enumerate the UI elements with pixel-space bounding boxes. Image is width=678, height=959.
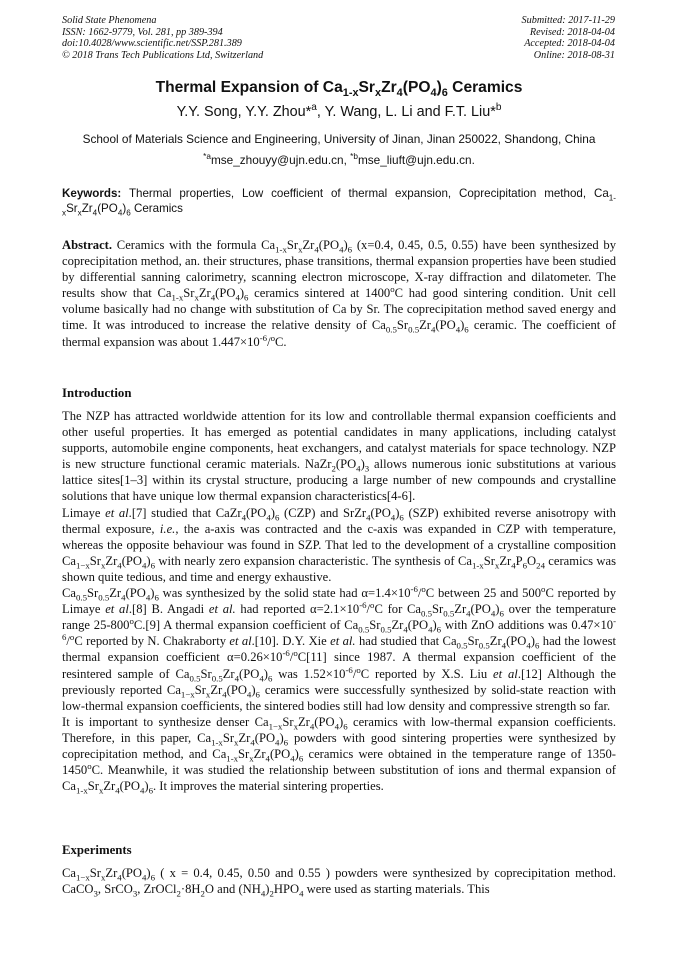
affiliation: School of Materials Science and Engineering, University of Jinan, Jinan 250022, Shandong, China — [82, 132, 596, 146]
dates-info — [522, 15, 615, 61]
abstract-label: Abstract. — [62, 238, 113, 252]
heading-introduction: Introduction — [62, 386, 132, 400]
online-date: Online: 2018-08-31 — [533, 49, 615, 61]
accepted-date: Accepted: 2018-04-04 — [524, 38, 615, 50]
heading-experiments: Experiments — [62, 843, 132, 857]
abstract: Abstract. Ceramics with the formula $Ca_{1-x}Sr_xZr_4(PO_4)_6$ (x=0.4, 0.45, 0.5, 0.55) have been synthesized by coprecipitation method, an. their structures, phase transitions, thermal expansion properties have been studied by differential sanning calorimetry, scanning electron microscope, X-ray diffraction and dilatometer. The results show that $Ca_{1-x}Sr_xZr_4(PO_4)_6$ ceramics sintered at 1400$^o$C had good sintering condition. Unit cell volume basically had no change with substitution of Ca by Sr. The coprecipitation method saved energy and time. It was introduced to increase the relative density of $Ca_{0.5}Sr_{0.5}Zr_4(PO_4)_6$ ceramic. The coefficient of thermal expansion was about $1.447\times 10^{-6}/^oC$. — [62, 238, 617, 349]
keywords: Keywords: Thermal properties, Low coefficient of thermal expansion, Coprecipitation method, $Ca_{1-x}Sr_xZr_4(PO_4)_6$ Ceramics — [62, 187, 616, 218]
journal-info — [62, 15, 263, 61]
journal-issn: ISSN: 1662-9779, Vol. 281, pp 389-394 — [62, 26, 223, 38]
introduction-body: The NZP has attracted worldwide attention for its low and controllable thermal expansion coefficients and other useful properties. It has emerged as potential candidates in many applications, including catalyst supports, automobile engine components, heat exchangers, and catalyst materials for space technology. NZP is new structure functional ceramic materials. $NaZr_2(PO_4)_3$ allows numerous ionic substitutions at various lattice sites[1–3] within its crystal structure, producing a large number of new compounds and crystalline solutions that have unique low thermal expansion characteristics[4-6]. Limaye et al.[7] studied that $CaZr_4(PO_4)_6$ (CZP) and $SrZr_4(PO_4)_6$ (SZP) exhibited reverse anisotropy with thermal exposure, i.e., the a-axis was contracted and the c-axis was expanded in CZP with temperature, whereas the opposite behaviour was found in SZP. That led to the development of a crystalline composition $Ca_{1-x}Sr_xZr_4(PO_4)_6$ with nearly zero expansion characteristic. The synthesis of $Ca_{1-x}Sr_xZr_4P_6O_{24}$ ceramics was shown quite tedious, and time and energy exhaustive. $Ca_{0.5}Sr_{0.5}Zr_4(PO_4)_6$ was synthesized by the solid state had $\alpha=1.4\times 10^{-6}/^oC$ between 25 and 500$^o$C reported by Limaye et al.[8] B. Angadi et al. had reported $\alpha=2.1\times 10^{-6}/^oC$ for $Ca_{0.5}Sr_{0.5}Zr_4(PO_4)_6$ over the temperature range 25-800$^o$C.[9] A thermal expansion coefficient of $Ca_{0.5}Sr_{0.5}Zr_4(PO_4)_6$ with ZnO additions was $0.47\times 10^{-6}/^oC$ reported by N. Chakraborty et al.[10]. D.Y. Xie et al. had studied that $Ca_{0.5}Sr_{0.5}Zr_4(PO_4)_6$ had the lowest thermal expansion coefficient $\alpha=0.26\times 10^{-6}/^oC[11]$ since 1987. A thermal expansion coefficient of the resintered sample of $Ca_{0.5}Sr_{0.5}Zr_4(PO_4)_6$ was $1.52\times 10^{-6}/^oC$ reported by X.S. Liu et al.[12] Although the previously reported $Ca_{1-x}Sr_xZr_4(PO_4)_6$ ceramics were successfully synthesized by solid-state reaction with low-thermal expansion coefficients, the sintered bodies still had low density and compressive strength so far. It is important to synthesize denser $Ca_{1-x}Sr_xZr_4(PO_4)_6$ ceramics with low-thermal expansion coefficients. Therefore, in this paper, $Ca_{1-x}Sr_xZr_4(PO_4)_6$ powders with good sintering properties were synthesized by coprecipitation method, and $Ca_{1-x}Sr_xZr_4(PO_4)_6$ ceramics were obtained in the temperature range of 1350-1450$^o$C. Meanwhile, it was studied the relationship between substitution of ions and thermal expansion of $Ca_{1-x}Sr_xZr_4(PO_4)_6$. It improves the material sintering properties. — [62, 409, 617, 796]
journal-copyright: © 2018 Trans Tech Publications Ltd, Switzerland — [62, 49, 264, 61]
author-emails: $^{*a}$mse_zhouyy@ujn.edu.cn, $^{*b}$mse_liuft@ujn.edu.cn. — [203, 152, 475, 167]
authors: Y.Y. Song, Y.Y. Zhou*$^a$, Y. Wang, L. Li and F.T. Liu*$^b$ — [176, 102, 502, 120]
keywords-label: Keywords: — [62, 187, 122, 200]
email-2[interactable]: mse_liuft@ujn.edu.cn. — [357, 153, 475, 167]
submitted-date: Submitted: 2017-11-29 — [521, 15, 615, 26]
experiments-body: $Ca_{1-x}Sr_xZr_4(PO_4)_6$ ( x = 0.4, 0.45, 0.50 and 0.55 ) powders were synthesized by coprecipitation method. CaCO$_3$, SrCO$_3$, $ZrOCl_2\cdot 8H_2O$ and $(NH_4)_2HPO_4$ were used as starting materials. This — [62, 866, 616, 899]
revised-date: Revised: 2018-04-04 — [529, 26, 615, 38]
email-1[interactable]: mse_zhouyy@ujn.edu.cn, — [210, 153, 351, 167]
journal-doi: doi:10.4028/www.scientific.net/SSP.281.389 — [62, 38, 242, 50]
paper-title: Thermal Expansion of $Ca_{1-x}Sr_xZr_4(PO_4)_6$ Ceramics — [155, 79, 523, 100]
journal-name: Solid State Phenomena — [62, 15, 157, 26]
